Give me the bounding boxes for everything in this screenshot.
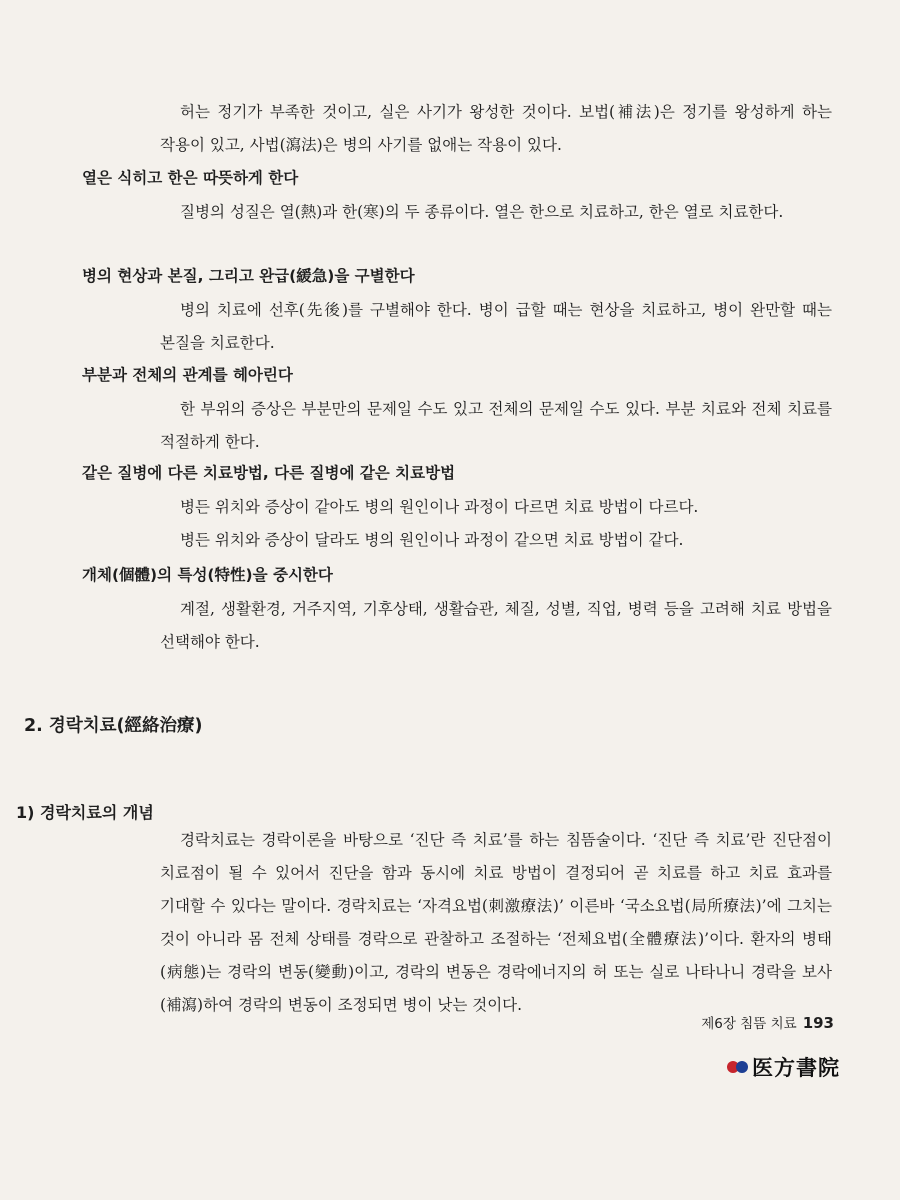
paragraph-part-whole: 한 부위의 증상은 부분만의 문제일 수도 있고 전체의 문제일 수도 있다. 부분 치료와 전체 치료를 적절하게 한다. — [160, 400, 832, 451]
paragraph-phenomenon-essence: 병의 치료에 선후(先後)를 구별해야 한다. 병이 급할 때는 현상을 치료하고, 병이 완만할 때는 본질을 치료한다. — [160, 301, 832, 352]
paragraph-individuality: 계절, 생활환경, 거주지역, 기후상태, 생활습관, 체질, 성별, 직업, 병력 등을 고려해 치료 방법을 선택해야 한다. — [160, 600, 832, 651]
paragraph-same-different-1: 병든 위치와 증상이 같아도 병의 원인이나 과정이 다르면 치료 방법이 다르다. — [180, 498, 699, 516]
paragraph-tonification: 허는 정기가 부족한 것이고, 실은 사기가 왕성한 것이다. 보법(補法)은 정기를 왕성하게 하는 작용이 있고, 사법(瀉法)은 병의 사기를 없애는 작용이 있다. — [160, 103, 832, 154]
blue-dot-icon — [736, 1061, 748, 1073]
page-footer — [701, 1012, 834, 1032]
heading-same-different: 같은 질병에 다른 치료방법, 다른 질병에 같은 치료방법 — [82, 464, 456, 482]
paragraph-meridian-concept: 경락치료는 경락이론을 바탕으로 ‘진단 즉 치료’를 하는 침뜸술이다. ‘진단 즉 치료’란 진단점이 치료점이 될 수 있어서 진단을 함과 동시에 치료 방법이 결정되어 곧 치료를 하고 치료 효과를 기대할 수 있다는 말이다. 경락치료는 ‘자격요법(刺激療法)’ 이른바 ‘국소요법(局所療法)’에 그치는 것이 아니라 몸 전체 상태를 경락으로 관찰하고 조절하는 ‘전체요법(全體療法)’이다. 환자의 병태(病態)는 경락의 변동(變動)이고, 경락의 변동은 경락에너지의 허 또는 실로 나타나니 경락을 보사(補瀉)하여 경락의 변동이 조정되면 병이 낫는 것이다. — [160, 831, 832, 1014]
paragraph-same-different-2: 병든 위치와 증상이 달라도 병의 원인이나 과정이 같으면 치료 방법이 같다. — [180, 531, 684, 549]
heading-individuality: 개체(個體)의 특성(特性)을 중시한다 — [82, 566, 333, 584]
heading-heat-cold: 열은 식히고 한은 따뜻하게 한다 — [82, 169, 299, 187]
heading-phenomenon-essence: 병의 현상과 본질, 그리고 완급(緩急)을 구별한다 — [82, 267, 415, 285]
publisher-mark-icon — [727, 1061, 748, 1073]
paragraph-heat-cold: 질병의 성질은 열(熱)과 한(寒)의 두 종류이다. 열은 한으로 치료하고, 한은 열로 치료한다. — [180, 203, 784, 221]
page-number: 193 — [802, 1014, 834, 1032]
subsection-title: 1) 경락치료의 개념 — [16, 803, 154, 822]
publisher-name: 医方書院 — [752, 1055, 840, 1080]
heading-part-whole: 부분과 전체의 관계를 헤아린다 — [82, 366, 293, 384]
chapter-label: 제6장 침뜸 치료 — [701, 1016, 797, 1032]
publisher-logo — [727, 1052, 840, 1082]
section-title: 2. 경락치료(經絡治療) — [24, 716, 203, 736]
